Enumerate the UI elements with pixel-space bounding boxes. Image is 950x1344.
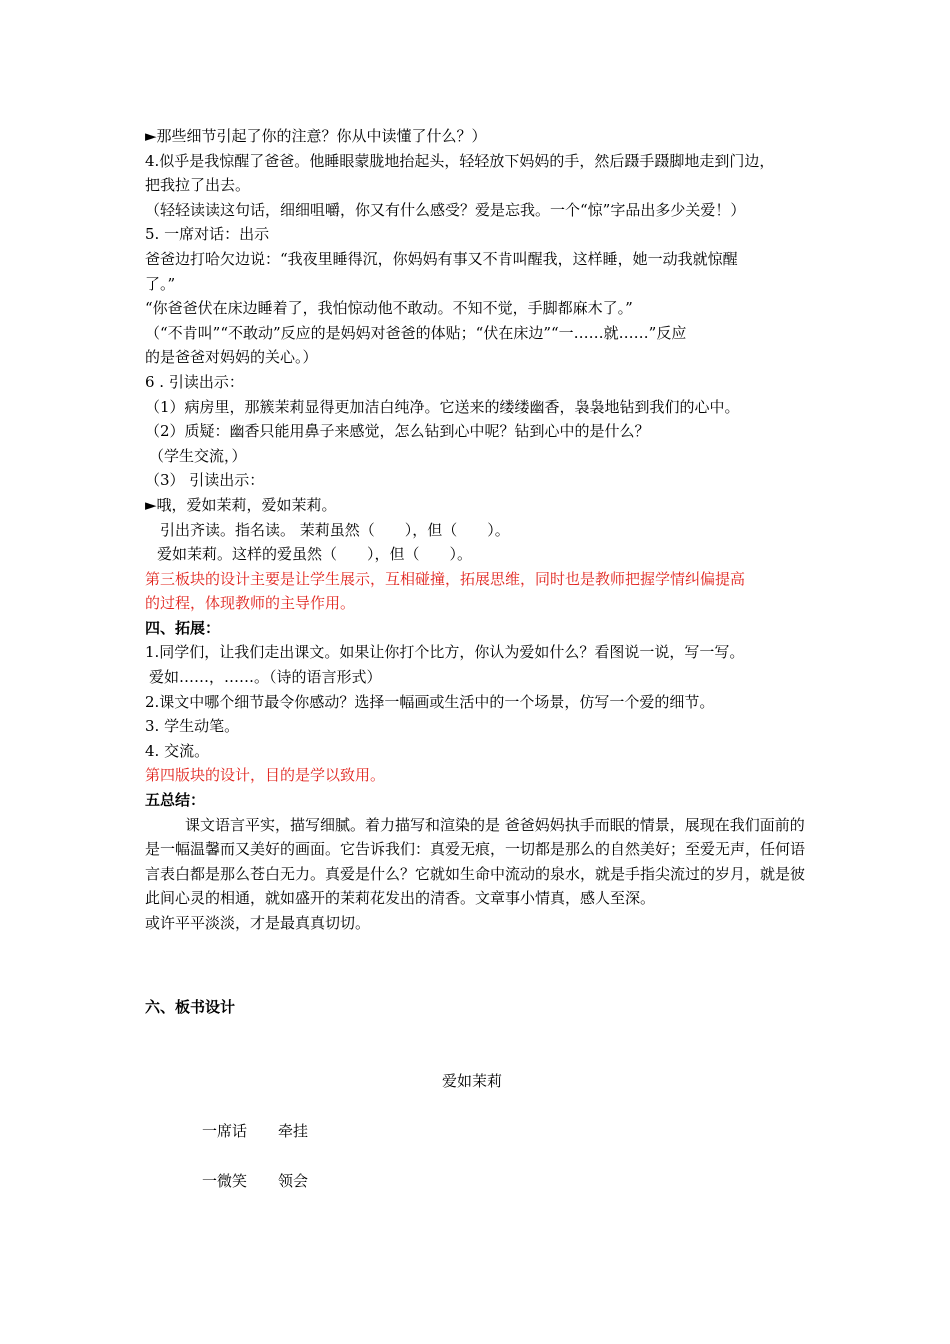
board-right: 牵挂 [278, 1122, 309, 1140]
board-right: 领会 [278, 1172, 309, 1190]
text-line: “你爸爸伏在床边睡着了，我怕惊动他不敢动。不知不觉，手脚都麻木了。” [145, 299, 633, 318]
section-heading: 四、拓展： [145, 618, 221, 637]
text-line: 1.同学们，让我们走出课文。如果让你打个比方，你认为爱如什么？看图说一说，写一写。 [145, 643, 745, 662]
text-line: 的是爸爸对妈妈的关心。） [145, 348, 318, 367]
text-line: （1）病房里，那簇茉莉显得更加洁白纯净。它送来的缕缕幽香，袅袅地钻到我们的心中。 [145, 397, 740, 416]
section-heading: 五总结： [145, 791, 206, 810]
text-line: 了。” [145, 274, 176, 293]
text-line: 3. 学生动笔。 [145, 717, 240, 736]
text-line: 5. 一席对话：出示 [145, 225, 270, 244]
text-line: ►那些细节引起了你的注意？你从中读懂了什么？） [145, 127, 487, 145]
text-line: 4. 交流。 [145, 741, 210, 760]
text-line: 把我拉了出去。 [145, 176, 251, 195]
design-note: 第三板块的设计主要是让学生展示，互相碰撞，拓展思维，同时也是教师把握学情纠偏提高 [145, 569, 746, 588]
text-line: 6 . 引读出示： [145, 372, 244, 391]
text-line: 爱如茉莉。这样的爱虽然（ ），但（ ）。 [157, 545, 473, 564]
summary-paragraph: 课文语言平实，描写细腻。着力描写和渲染的是 爸爸妈妈执手而眠的情景，展现在我们面前的是一幅温馨而又美好的画面。它告诉我们：真爱无痕，一切都是那么的自然美好；至爱无声，任何语言表白都是那么苍白无力。真爱是什么？它就如生命中流动的泉水，就是手指尖流过的岁月，就是彼此间心灵的相通，就如盛开的茉莉花发出的清香。文章事小情真，感人至深。 [145, 815, 806, 908]
text-line: ►哦，爱如茉莉，爱如茉莉。 [145, 495, 337, 514]
text-line: 爱如……，……。（诗的语言形式） [149, 668, 382, 687]
design-note: 的过程，体现教师的主导作用。 [145, 594, 356, 613]
text-line: 引出齐读。指名读。 茉莉虽然（ ），但（ ）。 [160, 520, 510, 539]
board-left: 一席话 [202, 1122, 248, 1140]
text-line: 爸爸边打哈欠边说：“我夜里睡得沉，你妈妈有事又不肯叫醒我，这样睡，她一动我就惊醒 [145, 249, 738, 268]
board-row [202, 1170, 308, 1191]
text-line: （“不肯叫”“不敢动”反应的是妈妈对爸爸的体贴；“伏在床边”“一……就……”反应 [145, 323, 687, 342]
section-heading: 六、板书设计 [145, 998, 236, 1016]
board-title: 爱如茉莉 [442, 1072, 503, 1090]
text-line: （2）质疑：幽香只能用鼻子来感觉，怎么钻到心中呢？钻到心中的是什么？ [145, 422, 650, 441]
text-line: 2.课文中哪个细节最令你感动？选择一幅画或生活中的一个场景，仿写一个爱的细节。 [145, 692, 715, 711]
text-line: （学生交流，） [149, 446, 247, 465]
design-note: 第四版块的设计，目的是学以致用。 [145, 766, 386, 785]
text-line: 或许平平淡淡，才是最真真切切。 [145, 914, 371, 932]
document-body [145, 124, 815, 936]
text-line: （3） 引读出示： [145, 471, 265, 490]
text-line: （轻轻读读这句话，细细咀嚼，你又有什么感受？爱是忘我。一个“惊”字品出多少关爱！） [145, 200, 746, 219]
text-line: 4.似乎是我惊醒了爸爸。他睡眼蒙胧地抬起头，轻轻放下妈妈的手，然后蹑手蹑脚地走到门边， [145, 151, 775, 170]
board-left: 一微笑 [202, 1172, 248, 1190]
board-row [202, 1120, 308, 1141]
